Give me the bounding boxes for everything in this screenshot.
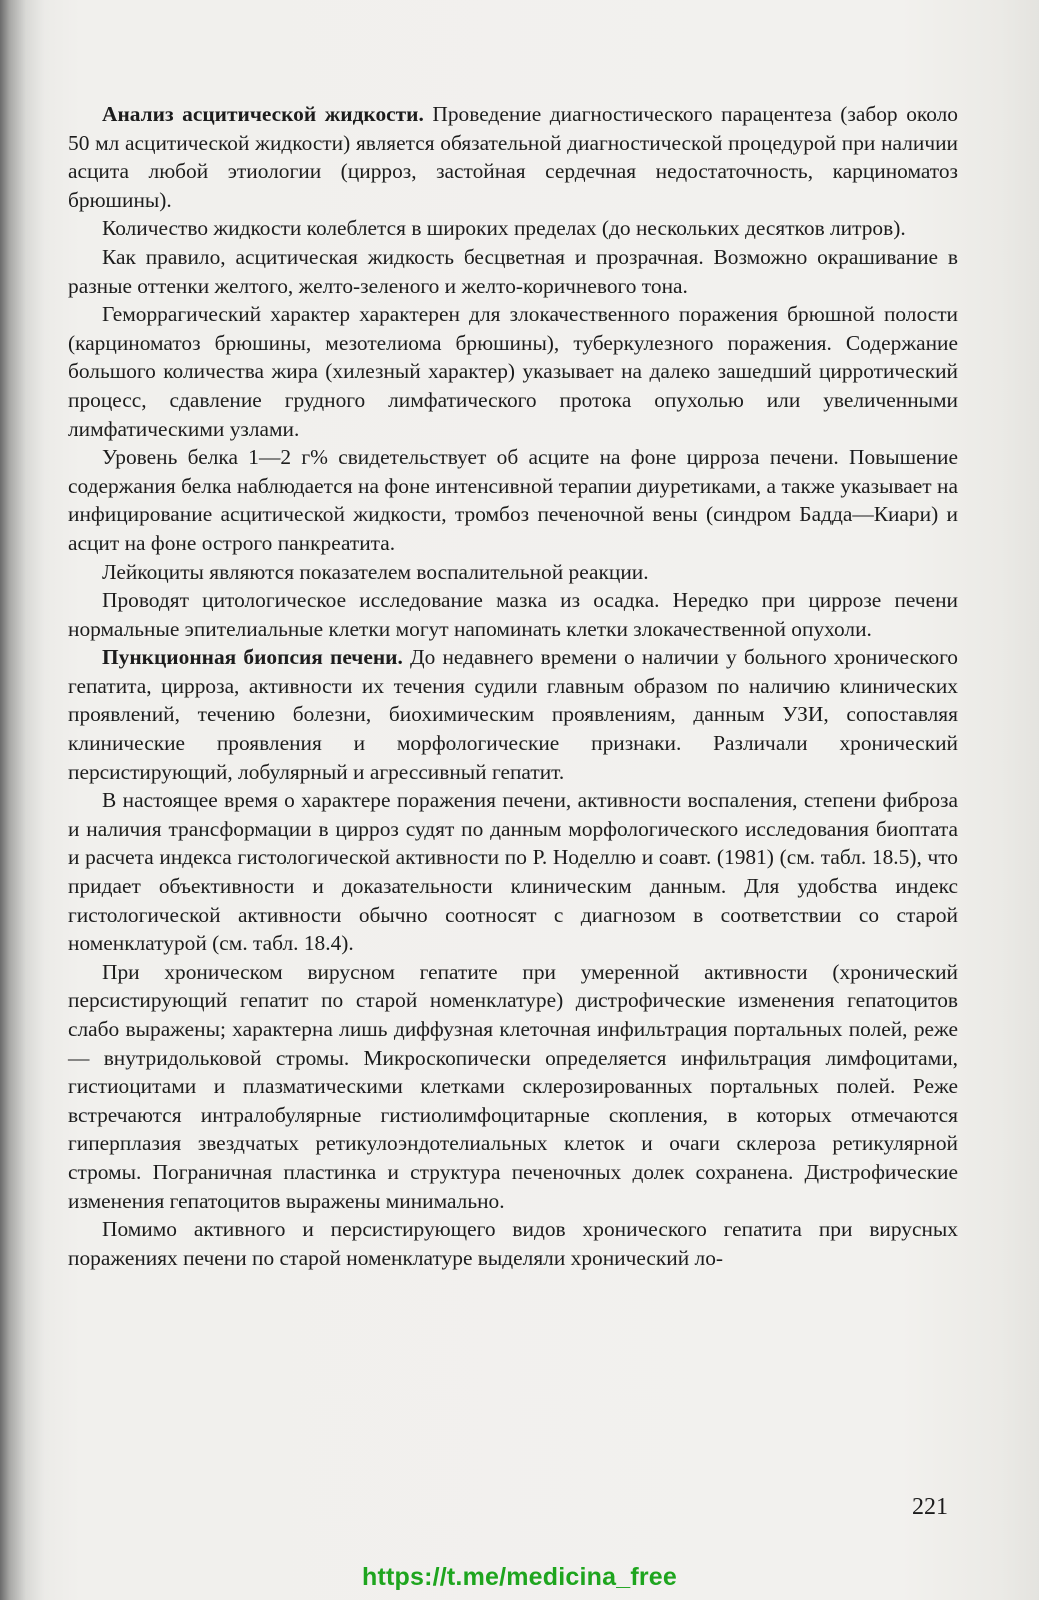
paragraph-liver-biopsy (68, 643, 958, 786)
paragraph-chronic-viral-hepatitis (68, 958, 958, 1215)
paragraph-lead: Анализ асцитической жидкости. (102, 102, 424, 126)
paragraph-ascites-analysis (68, 100, 958, 214)
paragraph-leukocytes (68, 558, 958, 587)
paragraph-text: В настоящее время о характере поражения печени, активности воспаления, степени фиброза и наличия трансформации в цирроз судят по данным морфологического исследования биоптата и расчета индекса гистологической активности по Р. Ноделлю и соавт. (1981) (см. табл. 18.5), что придает объективности и доказательности клиническим данным. Для удобства индекс гистологической активности обычно соотносят с диагнозом в соответствии со старой номенклатурой (см. табл. 18.4). (68, 788, 958, 956)
paragraph-text: Уровень белка 1—2 г% свидетельствует об асците на фоне цирроза печени. Повышение содержания белка наблюдается на фоне интенсивной терапии диуретиками, а также указывает на инфицирование асцитической жидкости, тромбоз печеночной вены (синдром Бадда—Киари) и асцит на фоне острого панкреатита. (68, 445, 958, 555)
body-text (68, 100, 958, 1272)
paragraph-text: Количество жидкости колеблется в широких пределах (до нескольких десятков литров). (102, 216, 906, 241)
paragraph-protein-level (68, 443, 958, 557)
paragraph-fluid-color (68, 243, 958, 300)
paragraph-text: До недавнего времени о наличии у больного хронического гепатита, цирроза, активности их течения судили главным образом по наличию клинических проявлений, течению болезни, биохимическим проявлениям, данным УЗИ, сопоставляя клинические проявления и морфологические признаки. Различали хронический персистирующий, лобулярный и агрессивный гепатит. (68, 645, 959, 784)
paragraph-text: Проводят цитологическое исследование мазка из осадка. Нередко при циррозе печени нормальные эпителиальные клетки могут напоминать клетки злокачественной опухоли. (68, 588, 958, 641)
paragraph-hemorrhagic (68, 300, 958, 443)
paragraph-text: Лейкоциты являются показателем воспалительной реакции. (102, 559, 649, 584)
paragraph-text: Проведение диагностического парацентеза (забор около 50 мл асцитической жидкости) является обязательной диагностической процедурой при наличии асцита любой этиологии (цирроз, застойная сердечная недостаточность, карциноматоз брюшины). (68, 102, 958, 212)
paragraph-lead: Пункционная биопсия печени. (102, 645, 403, 670)
page-number: 221 (912, 1494, 948, 1520)
paragraph-text: При хроническом вирусном гепатите при умеренной активности (хронический персистирующий гепатит по старой номенклатуре) дистрофические изменения гепатоцитов слабо выражены; характерна лишь диффузная клеточная инфильтрация портальных полей, реже — внутридольковой стромы. Микроскопически определяется инфильтрация лимфоцитами, гистиоцитами и плазматическими клетками склерозированных портальных полей. Реже встречаются интралобулярные гистиолимфоцитарные скопления, в которых отмечаются гиперплазия звездчатых ретикулоэндотелиальных клеток и очаги склероза ретикулярной стромы. Пограничная пластинка и структура печеночных долек сохранена. Дистрофические изменения гепатоцитов выражены минимально. (68, 959, 958, 1213)
paragraph-current-assessment (68, 786, 958, 958)
paragraph-fluid-volume (68, 214, 958, 243)
footer-link[interactable]: https://t.me/medicina_free (361, 1563, 677, 1591)
paragraph-other-forms (68, 1215, 958, 1272)
paragraph-text: Как правило, асцитическая жидкость бесцветная и прозрачная. Возможно окрашивание в разные оттенки желтого, желто-зеленого и желто-коричневого тона. (68, 244, 958, 298)
paragraph-text: Геморрагический характер характерен для злокачественного поражения брюшной полости (карциноматоз брюшины, мезотелиома брюшины), туберкулезного поражения. Содержание большого количества жира (хилезный характер) указывает на далеко зашедший цирротический процесс, сдавление грудного лимфатического протока опухолью или увеличенными лимфатическими узлами. (68, 302, 958, 441)
paragraph-text: Помимо активного и персистирующего видов хронического гепатита при вирусных поражениях печени по старой номенклатуре выделяли хронический ло- (68, 1217, 958, 1270)
paragraph-cytology (68, 586, 958, 643)
